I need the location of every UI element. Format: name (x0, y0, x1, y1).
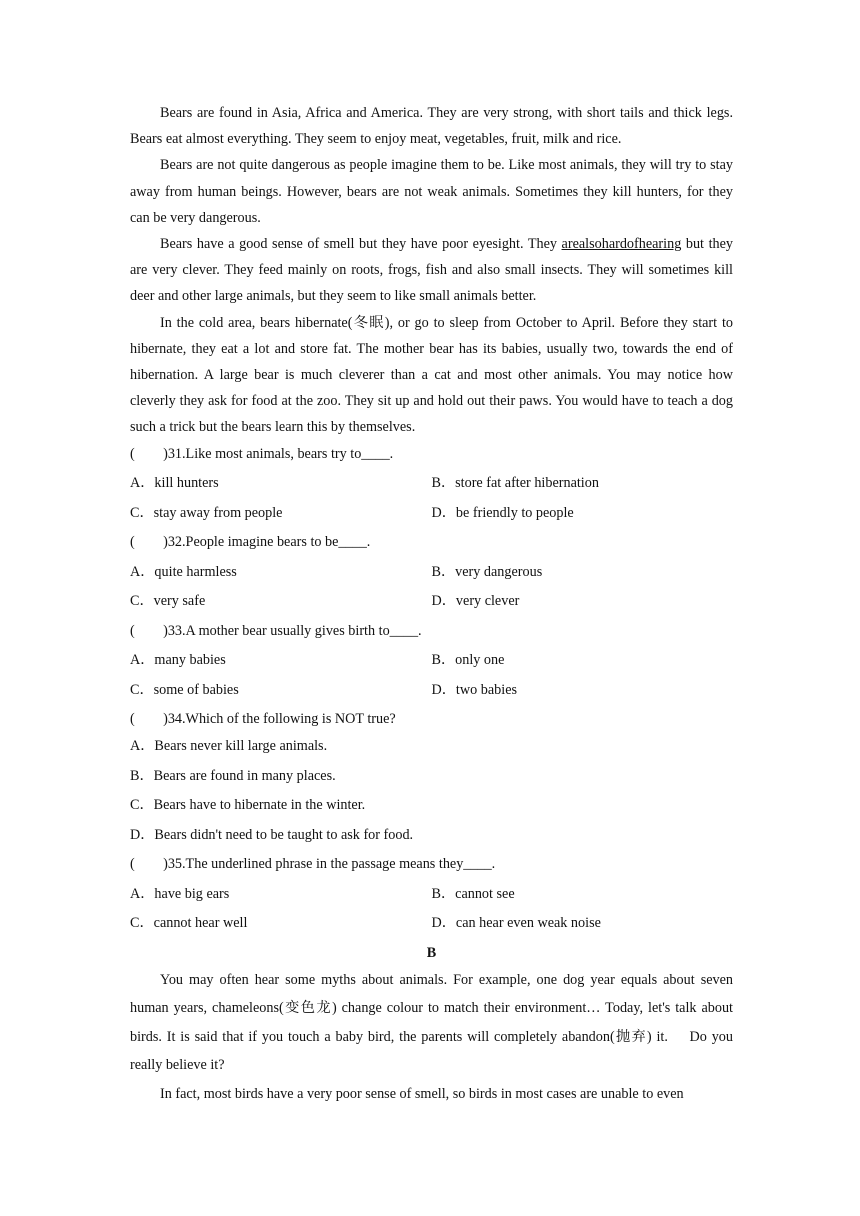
question-32 (130, 529, 733, 618)
option-row (130, 470, 733, 500)
question-31 (130, 441, 733, 530)
paragraph-text: Bears are found in Asia, Africa and America. They are very strong, with short tails and thick legs. Bears eat almost everything. They seem to enjoy meat, vegetables, fruit, milk and rice. (130, 105, 733, 148)
underlined-phrase: arealsohardofhearing (561, 236, 682, 253)
document-page (130, 100, 733, 1108)
question-34 (130, 706, 733, 851)
question-stem: ( )33.A mother bear usually gives birth to____. (130, 622, 422, 639)
passage-a-paragraph-3 (130, 231, 733, 310)
option-row (130, 647, 733, 677)
paragraph-text: Bears are not quite dangerous as people imagine them to be. Like most animals, they will try to stay away from human beings. However, bears are not weak animals. Sometimes they kill hunters, for they can be very dangerous. (130, 157, 733, 226)
passage-a-paragraph-2 (130, 152, 733, 231)
option-c: C．very safe (130, 593, 206, 610)
option-b: B．cannot see (431, 885, 515, 902)
option-a: A．kill hunters (130, 475, 219, 492)
question-33 (130, 618, 733, 707)
passage-a-paragraph-4 (130, 310, 733, 441)
question-35 (130, 851, 733, 940)
option-d: D．Bears didn't need to be taught to ask for food. (130, 826, 414, 843)
option-c: C．stay away from people (130, 504, 283, 521)
passage-b (130, 966, 733, 1109)
question-stem: ( )31.Like most animals, bears try to____. (130, 445, 394, 462)
option-c: C．cannot hear well (130, 915, 248, 932)
option-b: B．Bears are found in many places. (130, 767, 336, 784)
option-row (130, 881, 733, 911)
option-d: D．be friendly to people (431, 504, 574, 521)
option-row (130, 910, 733, 940)
option-a: A．many babies (130, 652, 226, 669)
option-b: B．store fat after hibernation (431, 475, 599, 492)
option-row (130, 559, 733, 589)
option-a: A．have big ears (130, 885, 230, 902)
option-d: D．two babies (431, 681, 518, 698)
option-row (130, 500, 733, 530)
option-a: A．quite harmless (130, 563, 237, 580)
option-b: B．only one (431, 652, 505, 669)
option-row (130, 588, 733, 618)
question-stem: ( )32.People imagine bears to be____. (130, 534, 371, 551)
option-d: D．can hear even weak noise (431, 915, 601, 932)
paragraph-text: but they are very clever. They feed mainly on roots, frogs, fish and also small insects. They will sometimes kill deer and other large animals, but they seem to like small animals better. (130, 236, 733, 305)
passage-a-paragraph-1 (130, 100, 733, 152)
option-a: A．Bears never kill large animals. (130, 738, 328, 755)
paragraph-text: In the cold area, bears hibernate(冬眠), or go to sleep from October to April. Before they start to hibernate, they eat a lot and store fat. The mother bear has its babies, usually two, towards the end of hibernation. A large bear is much cleverer than a cat and most other animals. You may notice how cleverly they ask for food at the zoo. They sit up and hold out their paws. You would have to teach a dog such a trick but the bears learn this by themselves. (130, 314, 733, 436)
question-stem: ( )35.The underlined phrase in the passage means they____. (130, 856, 496, 873)
option-c: C．Bears have to hibernate in the winter. (130, 797, 366, 814)
question-stem: ( )34.Which of the following is NOT true? (130, 711, 396, 728)
option-row (130, 677, 733, 707)
option-b: B．very dangerous (431, 563, 543, 580)
passage-b-paragraph-2: In fact, most birds have a very poor sense of smell, so birds in most cases are unable to even (160, 1085, 684, 1102)
passage-a (130, 100, 733, 441)
passage-b-paragraph-1: You may often hear some myths about animals. For example, one dog year equals about seven human years, chameleons(变色龙) change colour to match their environment… Today, let's talk about birds. It is said that if you touch a baby bird, the parents will completely abandon(抛弃) it. Do you really believe it? (130, 971, 733, 1074)
option-c: C．some of babies (130, 681, 239, 698)
section-heading: B (426, 944, 437, 961)
option-d: D．very clever (431, 593, 520, 610)
paragraph-text: Bears have a good sense of smell but they have poor eyesight. They (160, 236, 562, 253)
